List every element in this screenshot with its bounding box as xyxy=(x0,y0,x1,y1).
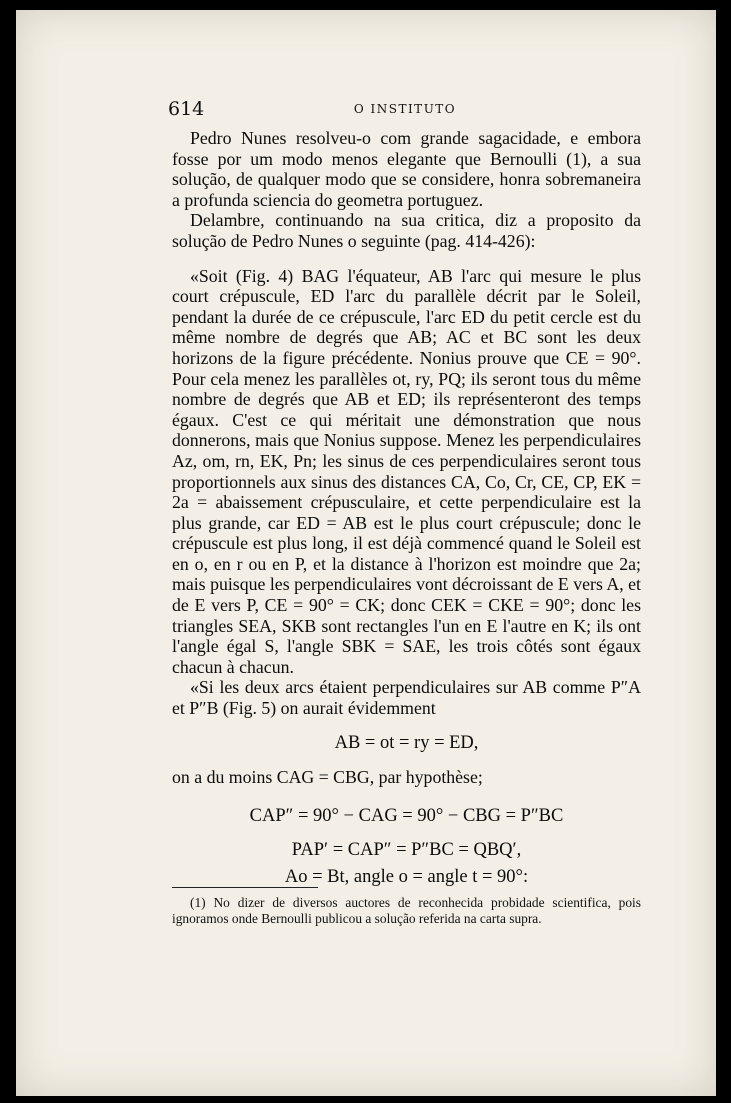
footnote: (1) No dizer de diversos auctores de reconhecida probidade scientifica, pois ignoramos onde Bernoulli publicou a solução referida na carta supra. xyxy=(172,895,641,926)
quoted-paragraph: «Soit (Fig. 4) BAG l'équateur, AB l'arc qui mesure le plus court crépuscule, ED l'arc du parallèle décrit par le Soleil, pendant la durée de ce crépuscule, l'arc ED du petit cercle est du même nombre de degrés que AB; AC et BC sont les deux horizons de la figure précédente. Nonius prouve que CE = 90°. Pour cela menez les parallèles ot, ry, PQ; ils seront tous du même nombre de degrés que AB et ED; ils représenteront des temps égaux. C'est ce qui méritait une démonstration que nous donnerons, mais que Nonius suppose. Menez les perpendiculaires Az, om, rn, EK, Pn; les sinus de ces perpendiculaires seront tous proportionnels aux sinus des distances CA, Co, Cr, CE, CP, EK = 2a = abaissement crépusculaire, et cette perpendiculaire est la plus grande, car ED = AB est le plus court crépuscule; donc le crépuscule est plus long, il est déjà commencé quand le Soleil est en o, en r ou en P, et la distance à l'horizon est moindre que 2a; mais puisque les perpendiculaires vont décroissant de E vers A, et de E vers P, CE = 90° = CK; donc CEK = CKE = 90°; donc les triangles SEA, SKB sont rectangles l'un en E l'autre en K; ils ont l'angle égal S, l'angle SBK = SAE, les trois côtés sont égaux chacun à chacun. xyxy=(172,265,641,677)
equation: PAP′ = CAP″ = P″BC = QBQ′, xyxy=(291,840,522,861)
body-text xyxy=(172,128,641,894)
page-header xyxy=(168,98,642,122)
paragraph: Pedro Nunes resolveu-o com grande sagacidade, e embora fosse por um modo menos elegante que Bernoulli (1), a sua solução, de qualquer modo que se considere, honra sobremaneira a profunda sciencia do geometra portuguez. xyxy=(172,128,641,210)
equation: CAP″ = 90° − CAG = 90° − CBG = P″BC xyxy=(249,805,564,826)
paragraph: on a du moins CAG = CBG, par hypothèse; xyxy=(172,767,483,788)
paragraph: Delambre, continuando na sua critica, diz a proposito da solução de Pedro Nunes o seguinte (pag. 414-426): xyxy=(172,210,641,251)
equation: Ao = Bt, angle o = angle t = 90°: xyxy=(284,867,529,887)
quoted-paragraph: «Si les deux arcs étaient perpendiculaires sur AB comme P″A et P″B (Fig. 5) on aurait évidemment xyxy=(172,677,641,719)
equation: AB = ot = ry = ED, xyxy=(334,732,479,753)
page-number: 614 xyxy=(168,98,205,120)
footnote-rule xyxy=(172,887,318,888)
running-title: O INSTITUTO xyxy=(353,102,457,116)
